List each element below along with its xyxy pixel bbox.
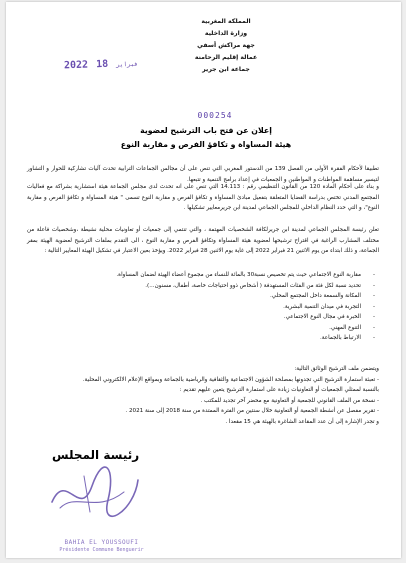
criteria-item: - المكانة والسمعة داخل المجتمع المحلي. bbox=[270, 293, 375, 299]
paragraph-organic-law: و بناء على أحكام المادة 120 من القانون التنظيمي رقم : 14.113 التي تنص على انه تحدث لدى مجلس الجماعة هيئة استشارية بشراكة مع فعاليات المجتمع المدني تختص بدراسة القضايا المتعلقة بتفعيل مبادئ المساواة و تكافؤ الفرص و مقاربة النوع تسمى " هيئة المساواة و تكافؤ الفرص و مقاربة النوع"، و التي حدد النظام الداخلي للمجلس الجماعي لمدينة ابن جريرمعايير تشكيلها . bbox=[27, 184, 379, 211]
registration-number: 000254 bbox=[197, 111, 233, 120]
paragraph-announcement: تعلن رئيسة المجلس الجماعي لمدينة ابن جريرلكافة الشخصيات المهتمة ، والتي تنتمي إلى جمعيات أو تعاونيات محلية نشيطة ،وشخصيات فاعلة من مختلف المشارب الراغبة في اقتراح ترشيحها لعضوية هيئة المساواة وتكافؤ الفرص و مقاربة النوع ، الى التقدم بملفات الترشيح لعضوية الهيئة بمقر الجماعة، و ذلك ابتداء من يوم الاثنين 21 فبراير 2022 إلى غاية يوم الاثنين 28 فبراير 2022. ويؤخذ بعين الاعتبار في تشكيل الهيئة المعايير التالية : bbox=[27, 227, 379, 254]
document-page bbox=[6, 2, 401, 558]
announcement-subtitle: هيئة المساواة و تكافؤ الفرص و مقاربة النوع bbox=[120, 140, 292, 149]
stamp-month: فبراير bbox=[116, 60, 139, 69]
paragraph-constitution: تطبيقا لأحكام الفقرة الأولى من الفصل 139 من الدستور المغربي التي تنص على أن مجالس الجماعات الترابية تحدث آليات تشاركية للحوار و التشاور لتيسير مساهمة المواطنات و المواطنين و الجمعيات في إعداد برامج التنمية و تتبعها. bbox=[27, 166, 379, 183]
document-header bbox=[156, 16, 296, 76]
criteria-item: - التنوع المهني. bbox=[329, 324, 375, 331]
stamp-day: 18 bbox=[95, 58, 109, 71]
criteria-item: - التجربة في ميدان التنمية البشرية. bbox=[283, 303, 375, 310]
signature-title: رئيسة المجلس bbox=[52, 448, 140, 462]
date-stamp bbox=[64, 57, 142, 74]
handwritten-signature bbox=[46, 462, 142, 526]
documents-section bbox=[27, 364, 379, 427]
criteria-list bbox=[27, 270, 379, 344]
document-item: - تقرير مفصل عن أنشطة الجمعية أو التعاونية خلال سنتين من الفترة الممتدة من سنة 2018 إلى سنة 2021 . bbox=[125, 408, 379, 414]
document-item: و تجدر الإشارة إلى أن عدد المقاعد الشاغرة بالهيئة هي 15 مقعدا . bbox=[225, 418, 379, 425]
seal-name: BAHIA EL YOUSSOUFI bbox=[64, 539, 139, 546]
header-commune: جماعة ابن جرير bbox=[202, 66, 250, 73]
criteria-item: - مقاربة النوع الاجتماعي حيث يتم تخصيص نسبة30 بالمائة للنساء من مجموع أعضاء الهيئة لضمان المساواة. bbox=[116, 272, 375, 278]
header-ministry: وزارة الداخلية bbox=[204, 30, 248, 37]
stamp-year: 2022 bbox=[63, 59, 89, 72]
criteria-item: - تحديد نسبة لكل فئة من الفئات المستهدفة ( أشخاص ذوو احتياجات خاصة، أطفال، مسنون...). bbox=[145, 282, 375, 289]
header-kingdom: المملكة المغربية bbox=[201, 18, 251, 25]
criteria-item: - الارتباط بالجماعة. bbox=[320, 335, 375, 341]
header-province: عمالة إقليم الرحامنة bbox=[194, 54, 258, 61]
document-item: - تعبئة استمارة الترشيح التي تجدونها بمصلحة الشؤون الاجتماعية والثقافية والرياضية بالجماعة وبمواقع الإعلام الالكتروني المحلية. bbox=[82, 376, 379, 383]
announcement-title: إعلان عن فتح باب الترشيح لعضوية bbox=[140, 126, 272, 135]
header-region: جهة مراكش أسفي bbox=[197, 42, 255, 49]
document-item: - نسخة من الملف القانوني للجمعية أو التعاونية مع محضر آخر تجديد للمكتب . bbox=[200, 397, 379, 404]
document-item: بالنسبة لممثلي الجمعيات أو التعاونيات زيادة على استمارة الترشيح يتعين عليهم تقديم : bbox=[179, 387, 379, 393]
documents-intro: ويتضمن ملف الترشيح الوثائق التالية: bbox=[294, 366, 379, 372]
seal-role: Présidente Commune Benguerir bbox=[59, 547, 144, 553]
criteria-item: - الخبرة في مجال النوع الاجتماعي. bbox=[283, 314, 375, 320]
